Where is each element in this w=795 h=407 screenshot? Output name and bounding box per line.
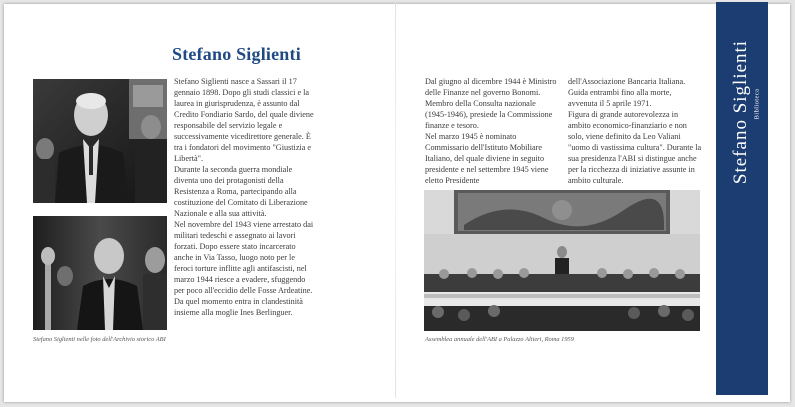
sidebar-subtitle: Biblioteca (753, 88, 761, 120)
bio-paragraph: Nel novembre del 1943 viene arrestato dai militari tedeschi e assegnato ai lavori forzati. Dopo essere stato incarcerato anche in Via Tasso, luogo noto per le feroci torture inflitte agli antifascisti, nel marzo 1944 riesce a evadere, sfuggendo per poco all'eccidio delle Fosse Ardeatine. Da quel momento entra in clandestinità insieme alla moglie Ines Berlinguer. (174, 220, 314, 317)
left-body-text (174, 76, 314, 318)
right-body-column-1 (425, 76, 557, 186)
bio-paragraph: Figura di grande autorevolezza in ambito economico-finanziario e non solo, viene definito da Leo Valiani "uomo di vastissima cultura". Durante la sua presidenza l'ABI si distingue anche per la ricchezza di iniziative assunte in ambito culturale. (568, 110, 702, 185)
portrait-photo (33, 79, 167, 203)
bio-paragraph: Stefano Siglienti nasce a Sassari il 17 gennaio 1898. Dopo gli studi classici e la laurea in giurisprudenza, è assunto dal Credito Fondiario Sardo, del quale diviene responsabile del servizio legale e successivamente vicedirettore generale. È tra i fondatori del movimento "Giustizia e Libertà". (174, 77, 314, 163)
bio-paragraph: Dal giugno al dicembre 1944 è Ministro delle Finanze nel governo Bonomi. Membro della Consulta nazionale (1945-1946), presiede la Commissione finanze e tesoro. (425, 77, 557, 130)
right-photo-caption: Assemblea annuale dell'ABI a Palazzo Altieri, Roma 1959 (425, 336, 574, 343)
bio-paragraph: Nel marzo 1945 è nominato Commissario dell'Istituto Mobiliare Italiano, del quale diviene in seguito presidente e nel settembre 1945 viene eletto Presidente (425, 132, 549, 185)
assembly-photo (424, 190, 700, 331)
bio-paragraph: Durante la seconda guerra mondiale diventa uno dei protagonisti della Resistenza a Roma, partecipando alla costituzione del Comitato di Liberazione Nazionale e alla sua attività. (174, 165, 308, 218)
page-fold (395, 0, 396, 398)
page-title: Stefano Siglienti (172, 44, 301, 64)
bio-paragraph: dell'Associazione Bancaria Italiana. Guida entrambi fino alla morte, avvenuta il 5 aprile 1971. (568, 77, 686, 108)
sidebar-title: Stefano Siglienti (730, 39, 751, 185)
right-body-column-2 (568, 76, 702, 186)
left-photo-caption: Stefano Siglienti nelle foto dell'Archivio storico ABI (33, 336, 166, 343)
speaker-photo (33, 216, 167, 330)
